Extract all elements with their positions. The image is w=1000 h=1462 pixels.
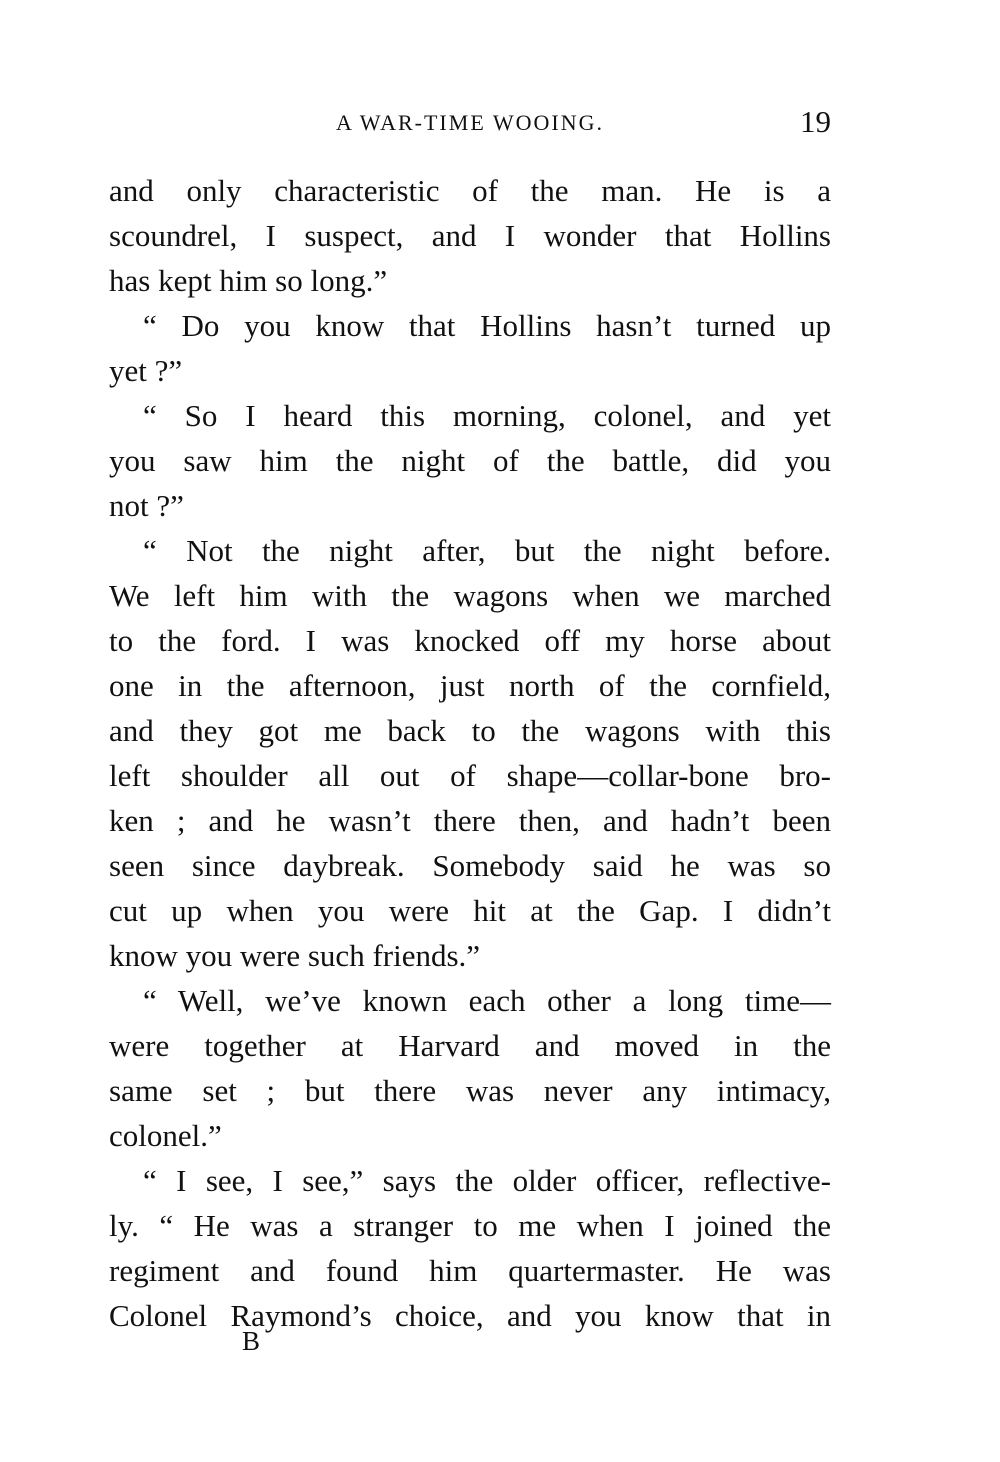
- text-line: you saw him the night of the battle, did you: [109, 443, 831, 478]
- text-line: yet ?”: [109, 353, 183, 388]
- text-line: “ Do you know that Hollins hasn’t turned up: [143, 308, 831, 343]
- text-line: left shoulder all out of shape—collar-bone bro-: [109, 758, 831, 793]
- text-line: to the ford. I was knocked off my horse about: [109, 623, 831, 658]
- text-line: seen since daybreak. Somebody said he was so: [109, 848, 831, 883]
- text-line: “ Well, we’ve known each other a long time—: [143, 983, 831, 1018]
- signature-mark: B: [242, 1326, 261, 1356]
- text-line: “ Not the night after, but the night before.: [143, 533, 831, 568]
- text-line: and they got me back to the wagons with this: [109, 713, 831, 748]
- text-line: ly. “ He was a stranger to me when I joined the: [109, 1208, 831, 1243]
- text-line: “ I see, I see,” says the older officer, reflective-: [143, 1163, 831, 1198]
- text-line: know you were such friends.”: [109, 938, 481, 973]
- text-line: regiment and found him quartermaster. He was: [109, 1253, 831, 1288]
- page-number: 19: [800, 104, 831, 139]
- text-line: were together at Harvard and moved in the: [109, 1028, 831, 1063]
- text-line: “ So I heard this morning, colonel, and yet: [143, 398, 831, 433]
- text-line: scoundrel, I suspect, and I wonder that Hollins: [109, 218, 831, 253]
- page-header: [109, 104, 831, 144]
- running-head: A WAR-TIME WOOING.: [336, 110, 604, 135]
- text-line: one in the afternoon, just north of the cornfield,: [109, 668, 831, 703]
- text-line: colonel.”: [109, 1118, 222, 1153]
- text-line: not ?”: [109, 488, 184, 523]
- text-line: and only characteristic of the man. He is a: [109, 173, 831, 208]
- text-line: We left him with the wagons when we marched: [109, 578, 831, 613]
- body-text: [109, 168, 831, 1338]
- text-line: cut up when you were hit at the Gap. I didn’t: [109, 893, 831, 928]
- text-line: ken ; and he wasn’t there then, and hadn’t been: [109, 803, 831, 838]
- text-line: Colonel Raymond’s choice, and you know that in: [109, 1298, 831, 1333]
- text-line: has kept him so long.”: [109, 263, 388, 298]
- text-line: same set ; but there was never any intimacy,: [109, 1073, 831, 1108]
